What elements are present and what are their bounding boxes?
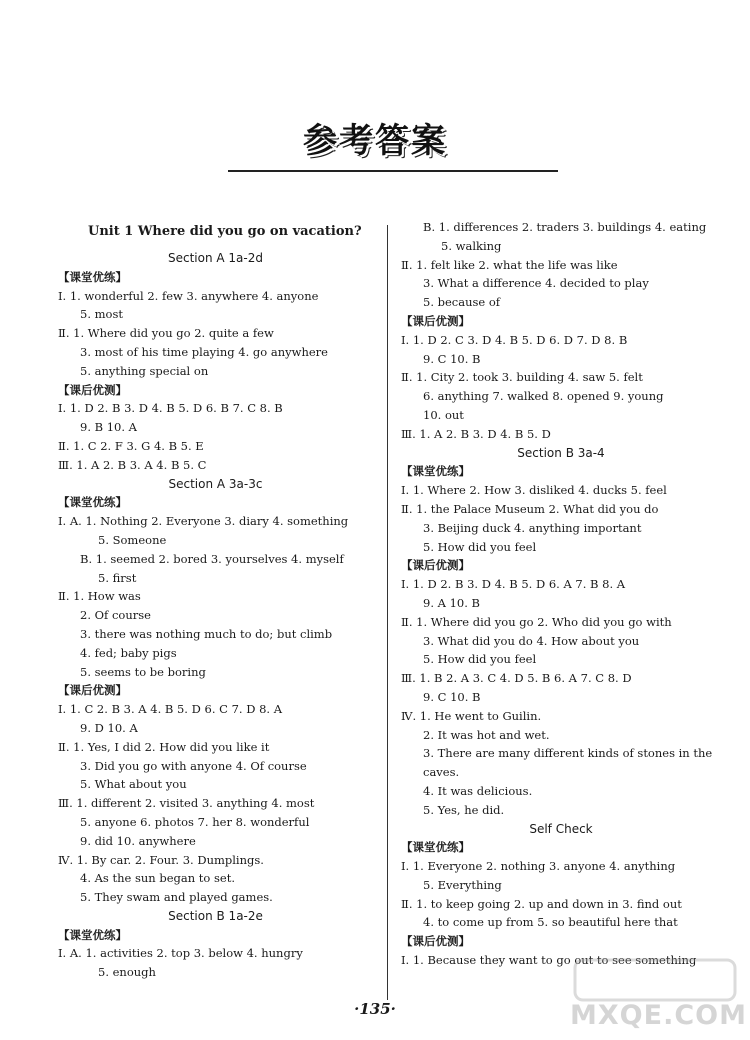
title-rule (228, 170, 558, 172)
answer-line: 6. anything 7. walked 8. opened 9. young (423, 389, 664, 404)
answer-line: Ⅰ. 1. Because they want to go out to see something (401, 953, 697, 968)
answer-line: 5. because of (423, 295, 501, 310)
watermark-text: MXQE.COM (570, 1000, 747, 1031)
exercise-label: 【课后优测】 (58, 683, 127, 698)
exercise-label: 【课后优测】 (401, 934, 470, 949)
answer-line: 3. Did you go with anyone 4. Of course (80, 758, 307, 773)
answer-line: Ⅱ. 1. How was (58, 589, 141, 604)
answer-line: Ⅱ. 1. the Palace Museum 2. What did you do (401, 501, 659, 516)
exercise-label: 【课后优测】 (58, 382, 127, 397)
answer-line: 5. first (98, 570, 137, 585)
column-divider (387, 225, 388, 1000)
exercise-label: 【课后优测】 (401, 558, 470, 573)
answer-line: 9. C 10. B (423, 351, 481, 366)
answer-line: Ⅰ. 1. C 2. B 3. A 4. B 5. D 6. C 7. D 8. A (58, 702, 283, 717)
section-heading: Self Check (529, 821, 593, 836)
answer-line: 3. There are many different kinds of stones in the (423, 746, 713, 761)
answer-line: B. 1. seemed 2. bored 3. yourselves 4. myself (80, 551, 344, 566)
left-column (58, 218, 373, 982)
section-heading: Section B 1a-2e (168, 908, 263, 923)
answer-line: 3. What did you do 4. How about you (423, 633, 640, 648)
answer-line: 9. A 10. B (423, 595, 480, 610)
answer-line: 5. seems to be boring (80, 664, 206, 679)
answer-line: B. 1. differences 2. traders 3. buildings 4. eating (423, 220, 707, 234)
answer-line: Ⅲ. 1. different 2. visited 3. anything 4. most (58, 796, 315, 811)
answer-line: 3. most of his time playing 4. go anywhere (80, 344, 328, 359)
answer-line: Ⅱ. 1. Yes, I did 2. How did you like it (58, 739, 270, 754)
watermark-logo (570, 955, 745, 1035)
answer-line: 10. out (423, 407, 464, 422)
exercise-label: 【课堂优练】 (401, 464, 470, 479)
answer-line: Ⅲ. 1. B 2. A 3. C 4. D 5. B 6. A 7. C 8. D (401, 671, 632, 686)
exercise-label: 【课后优测】 (401, 313, 470, 328)
answer-line: 9. C 10. B (423, 689, 481, 704)
exercise-label: 【课堂优练】 (58, 269, 127, 284)
answer-line: Ⅰ. 1. wonderful 2. few 3. anywhere 4. anyone (58, 288, 319, 303)
answer-line: 5. enough (98, 965, 156, 980)
answer-line: 5. How did you feel (423, 652, 537, 667)
answer-line: Ⅱ. 1. Where did you go 2. Who did you go with (401, 614, 672, 629)
answer-line: Ⅰ. A. 1. activities 2. top 3. below 4. hungry (58, 946, 303, 961)
exercise-label: 【课堂优练】 (58, 495, 127, 510)
answer-line: Ⅱ. 1. City 2. took 3. building 4. saw 5. felt (401, 370, 643, 385)
answer-line: Ⅱ. 1. to keep going 2. up and down in 3. find out (401, 896, 682, 911)
answer-line: 5. anything special on (80, 363, 209, 378)
answer-line: Ⅲ. 1. A 2. B 3. D 4. B 5. D (401, 426, 551, 441)
answer-line: 5. Yes, he did. (423, 802, 505, 817)
exercise-label: 【课堂优练】 (58, 927, 127, 942)
exercise-label: 【课堂优练】 (401, 840, 470, 855)
answer-line: Ⅱ. 1. felt like 2. what the life was like (401, 257, 618, 272)
answer-line: 4. As the sun began to set. (80, 871, 235, 886)
page-title: 参考答案 (303, 121, 447, 161)
answer-line: caves. (423, 765, 460, 780)
answer-line: 3. Beijing duck 4. anything important (423, 520, 642, 535)
answer-line: 3. there was nothing much to do; but climb (80, 626, 333, 641)
answer-line: 3. What a difference 4. decided to play (423, 276, 649, 291)
answer-line: Ⅰ. 1. D 2. B 3. D 4. B 5. D 6. A 7. B 8. A (401, 577, 626, 592)
section-heading: Section A 3a-3c (168, 476, 263, 491)
unit-heading: Unit 1 Where did you go on vacation? (88, 224, 362, 239)
answer-line: 9. B 10. A (80, 420, 137, 435)
page-number: ·135· (354, 1000, 396, 1018)
section-heading: Section A 1a-2d (168, 251, 263, 265)
answer-line: 9. did 10. anywhere (80, 833, 196, 848)
answer-line: 4. to come up from 5. so beautiful here that (423, 915, 678, 930)
answer-line: 9. D 10. A (80, 720, 138, 735)
answer-line: Ⅱ. 1. C 2. F 3. G 4. B 5. E (58, 438, 204, 453)
answer-line: 4. fed; baby pigs (80, 645, 177, 660)
answer-line: 5. Everything (423, 877, 502, 892)
answer-line: Ⅰ. 1. D 2. C 3. D 4. B 5. D 6. D 7. D 8. B (401, 332, 628, 347)
answer-line: Ⅳ. 1. By car. 2. Four. 3. Dumplings. (58, 852, 264, 867)
answer-line: 5. most (80, 307, 123, 322)
answer-line: 5. walking (441, 238, 502, 253)
answer-line: Ⅱ. 1. Where did you go 2. quite a few (58, 326, 274, 341)
section-heading: Section B 3a-4 (517, 445, 605, 460)
answer-line: 5. Someone (98, 532, 167, 547)
answer-line: Ⅰ. A. 1. Nothing 2. Everyone 3. diary 4. something (58, 514, 349, 529)
answer-line: 5. They swam and played games. (80, 890, 273, 905)
answer-line: 2. Of course (80, 608, 151, 623)
answer-line: Ⅲ. 1. A 2. B 3. A 4. B 5. C (58, 457, 207, 472)
right-column (401, 218, 721, 970)
answer-line: 5. anyone 6. photos 7. her 8. wonderful (80, 814, 310, 829)
answer-line: 5. How did you feel (423, 539, 537, 554)
answer-line: 5. What about you (80, 777, 187, 792)
answer-line: 2. It was hot and wet. (423, 727, 550, 742)
answer-line: Ⅰ. 1. Everyone 2. nothing 3. anyone 4. anything (401, 859, 676, 874)
answer-line: Ⅰ. 1. D 2. B 3. D 4. B 5. D 6. B 7. C 8. B (58, 401, 283, 416)
answer-line: 4. It was delicious. (423, 783, 533, 798)
answer-line: Ⅰ. 1. Where 2. How 3. disliked 4. ducks 5. feel (401, 483, 667, 498)
answer-line: Ⅳ. 1. He went to Guilin. (401, 708, 542, 723)
